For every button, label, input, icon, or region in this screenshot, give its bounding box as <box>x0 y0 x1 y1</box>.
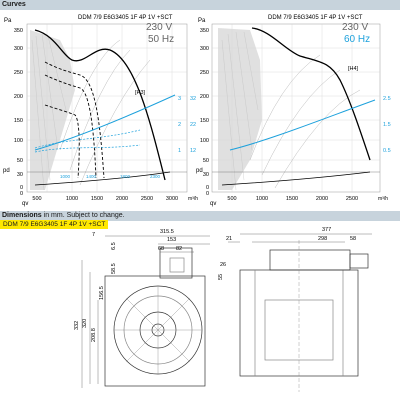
dimensions-subtitle: in mm. Subject to change. <box>41 212 125 219</box>
left-y-tick: 50 <box>16 158 23 164</box>
right-y-tick: 100 <box>199 138 209 144</box>
curves-title: Curves <box>2 1 26 8</box>
left-y-tick: 250 <box>13 70 23 76</box>
right-pd-tick: 0 <box>205 191 209 197</box>
front-width-dim: 82 <box>176 246 183 252</box>
right-y-tick: 250 <box>199 70 209 76</box>
front-height-dim: 58.5 <box>111 263 117 274</box>
right-right-tick: 0.5 <box>383 148 391 154</box>
right-pd-tick: 30 <box>202 172 209 178</box>
left-right-tick: 2 <box>178 122 182 128</box>
left-x-unit: m³/h <box>188 196 198 202</box>
side-width-dim: 58 <box>350 236 357 242</box>
front-height-dim: 7 <box>92 232 96 238</box>
front-height-dim: 320 <box>82 318 88 328</box>
left-frequency: 50 Hz <box>148 34 175 45</box>
right-x-tick: 500 <box>227 196 237 202</box>
side-width-dim: 298 <box>318 236 328 242</box>
left-right-tick: 1 <box>178 148 182 154</box>
left-voltage: 230 V <box>146 22 173 33</box>
left-speed-label: 2300 <box>150 174 161 179</box>
right-chart <box>212 24 380 192</box>
right-x-unit: m³/h <box>378 196 388 202</box>
right-op-point: [H4] <box>348 66 359 72</box>
left-right-tick: 22 <box>190 122 197 128</box>
front-width-dim: 315.5 <box>160 229 174 235</box>
right-x-tick: 1000 <box>255 196 269 202</box>
left-x-tick: 2000 <box>115 196 129 202</box>
left-model: DDM 7/9 E6G3405 1F 4P 1V +SCT <box>78 15 173 21</box>
front-view-drawing <box>105 248 205 386</box>
front-height-dim: 156.5 <box>99 286 105 300</box>
left-y-tick: 300 <box>13 46 23 52</box>
front-width-dim: 153 <box>167 237 177 243</box>
left-x-tick: 3000 <box>165 196 179 202</box>
left-pd-tick: 30 <box>16 172 23 178</box>
left-right-tick: 3 <box>178 96 182 102</box>
right-right-tick: 1.5 <box>383 122 391 128</box>
right-y-tick: 150 <box>199 118 209 124</box>
left-x-tick: 2500 <box>140 196 154 202</box>
right-y-unit: Pa <box>198 18 206 24</box>
left-op-point: [H3] <box>135 90 146 96</box>
left-right-tick: 12 <box>190 148 197 154</box>
right-model: DDM 7/9 E6G3405 1F 4P 1V +SCT <box>268 15 363 21</box>
right-x-tick: 2500 <box>345 196 359 202</box>
right-y-tick: 350 <box>199 28 209 34</box>
left-y-tick: 150 <box>13 118 23 124</box>
right-pd-label: pd <box>196 168 203 174</box>
front-width-dim: 26 <box>220 262 227 268</box>
left-y-tick: 200 <box>13 94 23 100</box>
right-frequency: 60 Hz <box>344 34 371 45</box>
right-right-tick: 2.5 <box>383 96 391 102</box>
left-y-unit: Pa <box>4 18 12 24</box>
side-width-dim: 21 <box>226 236 233 242</box>
right-x-tick: 2000 <box>315 196 329 202</box>
front-height-dim: 6.5 <box>111 242 117 250</box>
left-speed-label: 1400 <box>86 174 97 179</box>
right-x-tick: 1500 <box>285 196 299 202</box>
left-right-tick: 32 <box>190 96 197 102</box>
right-voltage: 230 V <box>342 22 369 33</box>
left-chart <box>27 24 187 192</box>
front-height-dim: 55 <box>218 273 224 280</box>
left-x-tick: 1500 <box>90 196 104 202</box>
left-y-tick: 100 <box>13 138 23 144</box>
left-y-tick: 0 <box>19 185 23 191</box>
side-view-drawing <box>240 240 368 392</box>
model-tag: DDM 7/9 E6G3405 1F 4P 1V +SCT <box>0 220 108 229</box>
front-height-dim: 332 <box>74 320 80 330</box>
left-speed-label: 1000 <box>60 174 71 179</box>
left-x-tick: 500 <box>32 196 42 202</box>
front-width-dim: 68 <box>158 246 165 252</box>
left-pd-tick: 0 <box>19 191 23 197</box>
left-x-symbol: qv <box>22 201 29 207</box>
dimensions-title: Dimensions <box>2 212 42 219</box>
front-height-dim: 208.8 <box>91 328 97 342</box>
right-y-tick: 200 <box>199 94 209 100</box>
left-speed-label: 1800 <box>120 174 131 179</box>
right-y-tick: 0 <box>205 185 209 191</box>
left-y-tick: 350 <box>13 28 23 34</box>
left-x-tick: 1000 <box>65 196 79 202</box>
right-y-tick: 50 <box>202 158 209 164</box>
right-y-tick: 300 <box>199 46 209 52</box>
right-x-symbol: qv <box>210 201 217 207</box>
left-pd-label: pd <box>3 168 10 174</box>
side-width-dim: 377 <box>322 227 332 233</box>
